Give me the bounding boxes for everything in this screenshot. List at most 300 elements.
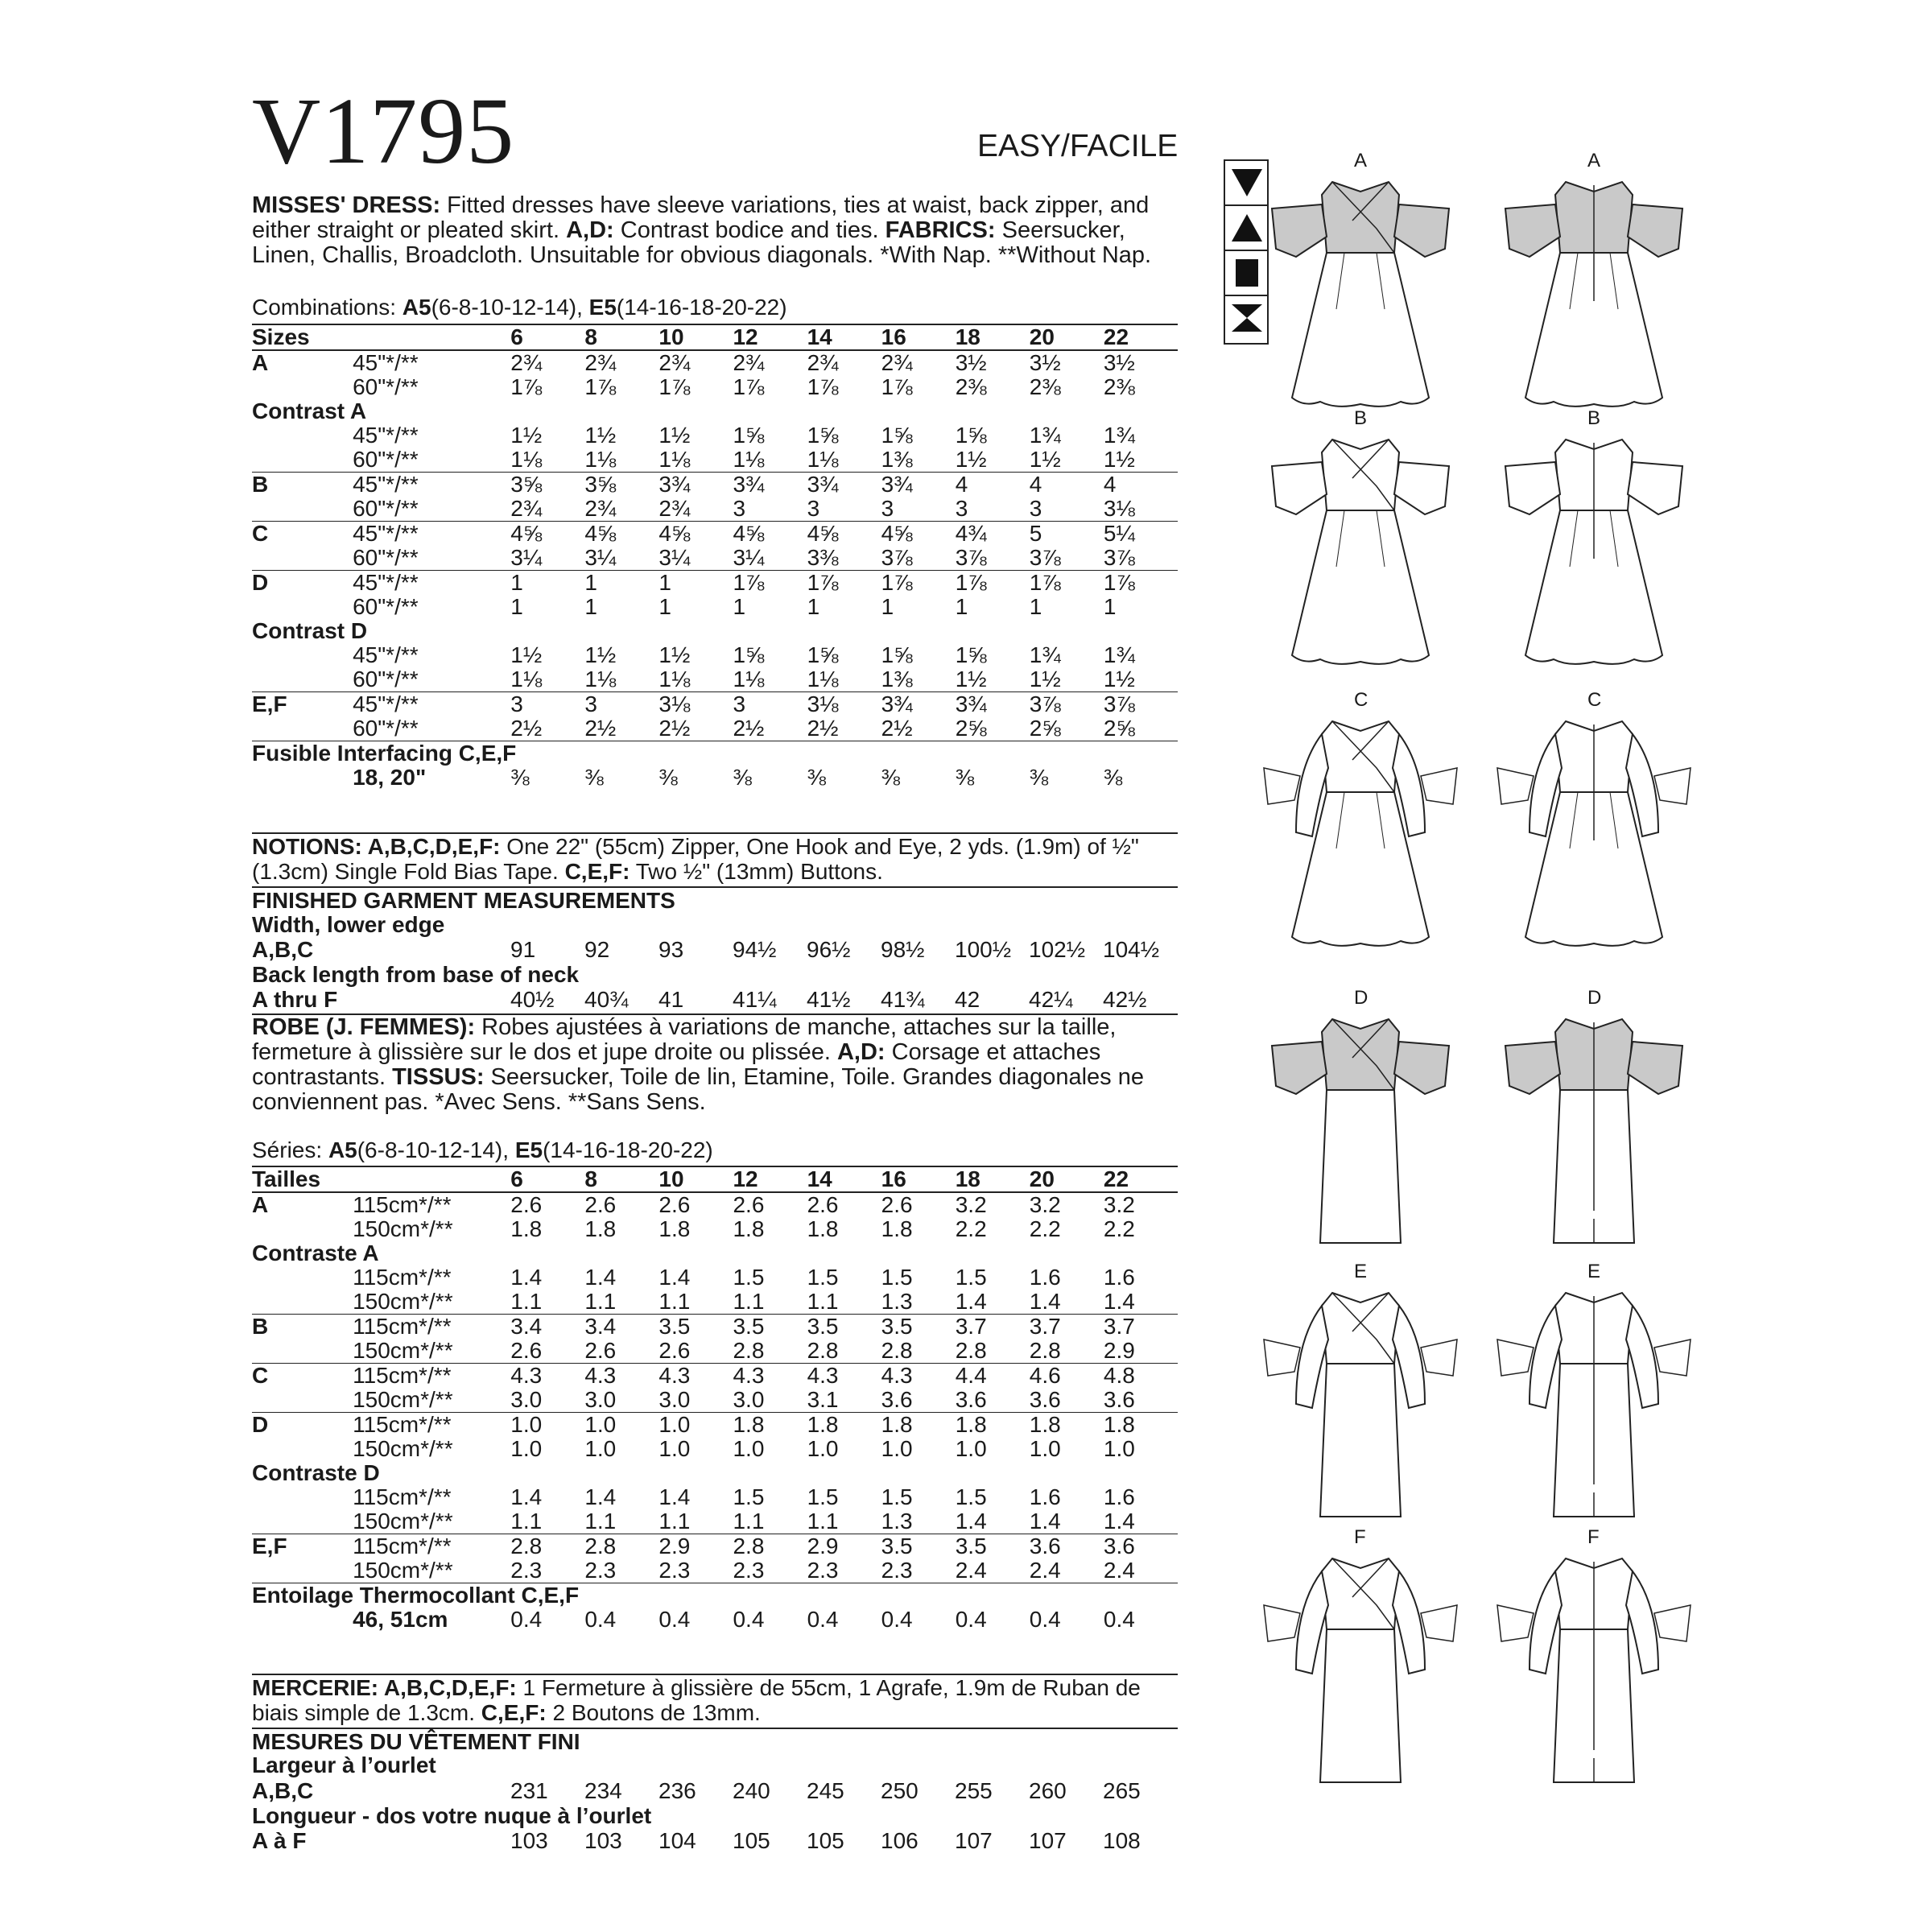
- yardage-cell: 1⅞: [510, 374, 543, 399]
- yardage-cell: 3.2: [1030, 1192, 1104, 1217]
- yardage-cell: 2.8: [1029, 1338, 1061, 1363]
- yardage-cell: 1½: [955, 667, 987, 691]
- yardage-cell: 2.2: [1029, 1216, 1061, 1241]
- size-column-header: 20: [1030, 324, 1104, 350]
- view-label-row: Contraste D: [252, 1460, 380, 1485]
- yardage-cell: 1.0: [584, 1436, 617, 1461]
- yardage-cell: 3⅞: [1103, 545, 1135, 570]
- yardage-cell: 0.4: [1103, 1607, 1135, 1632]
- yardage-cell: 1⅛: [584, 667, 617, 691]
- size-column-header: 14: [807, 324, 881, 350]
- yardage-cell: 2½: [658, 716, 691, 741]
- yardage-cell: 1⅝: [807, 642, 839, 667]
- yardage-cell: 4: [1104, 473, 1178, 497]
- yardage-cell: 2.4: [955, 1558, 987, 1583]
- measurement-value: 93: [658, 937, 684, 962]
- yardage-cell: 1.0: [1103, 1436, 1135, 1461]
- yardage-cell: 1.8: [733, 1413, 807, 1438]
- yardage-cell: ⅜: [584, 765, 604, 790]
- yardage-cell: 1⅛: [807, 447, 839, 472]
- yardage-cell: 1.0: [510, 1436, 543, 1461]
- yardage-cell: 3⅝: [510, 473, 584, 497]
- measurement-label: A à F: [252, 1828, 307, 1853]
- yardage-cell: 2⅝: [955, 716, 987, 741]
- size-column-header: 18: [956, 1166, 1030, 1192]
- yardage-cell: 1½: [1103, 667, 1135, 691]
- yardage-cell: 1⅛: [807, 667, 839, 691]
- yardage-cell: 1⅝: [881, 423, 913, 448]
- yardage-cell: 1.4: [1103, 1289, 1135, 1314]
- yardage-cell: 3⅛: [658, 692, 733, 717]
- yardage-cell: 1.8: [807, 1413, 881, 1438]
- yardage-cell: 0.4: [807, 1607, 839, 1632]
- view-letter: A: [1587, 150, 1601, 171]
- size-column-header: 6: [510, 324, 584, 350]
- measurement-value: 91: [510, 937, 536, 962]
- yardage-cell: 2⅜: [1103, 374, 1135, 399]
- yardage-cell: 2.3: [733, 1558, 765, 1583]
- yardage-cell: 1⅜: [881, 667, 913, 691]
- yardage-cell: 4.3: [584, 1364, 658, 1389]
- yardage-cell: 3.2: [956, 1192, 1030, 1217]
- view-letter: B: [1354, 407, 1368, 429]
- table-row: B 115cm*/** 3.4 3.4 3.5 3.5 3.5 3.5 3.7 3.7 3.7: [252, 1315, 1178, 1340]
- yardage-cell: 3: [1029, 496, 1042, 521]
- yardage-cell: 1⅞: [881, 571, 956, 596]
- sizes-header: Sizes: [252, 324, 353, 350]
- yardage-cell: 3.6: [1030, 1534, 1104, 1559]
- yardage-cell: 3.6: [955, 1387, 987, 1412]
- yardage-cell: 2¾: [881, 350, 956, 375]
- yardage-cell: 1.0: [510, 1413, 584, 1438]
- yardage-cell: 3¼: [733, 545, 765, 570]
- yardage-cell: 3.7: [1104, 1315, 1178, 1340]
- measurement-value: 96½: [807, 937, 851, 962]
- yardage-cell: 1⅝: [955, 642, 987, 667]
- yardage-cell: 2.8: [584, 1534, 658, 1559]
- table-row: 150cm*/** 1.1 1.1 1.1 1.1 1.1 1.3 1.4 1.4 1.4: [252, 1509, 1178, 1534]
- yardage-cell: 1: [1029, 594, 1042, 619]
- size-column-header: 12: [733, 324, 807, 350]
- yardage-cell: 1⅞: [807, 374, 839, 399]
- yardage-cell: 2¾: [807, 350, 881, 375]
- yardage-cell: 1⅛: [510, 667, 543, 691]
- yardage-cell: 1.8: [658, 1216, 691, 1241]
- measurement-label: A,B,C: [252, 1778, 314, 1803]
- measurement-value: 103: [510, 1828, 548, 1853]
- combinations-fr: Séries: A5(6-8-10-12-14), E5(14-16-18-20-22): [252, 1137, 713, 1162]
- dress-illustration-e-front: [1256, 1283, 1465, 1529]
- table-row: D 115cm*/** 1.0 1.0 1.0 1.8 1.8 1.8 1.8 1.8 1.8: [252, 1413, 1178, 1438]
- yardage-cell: 0.4: [510, 1607, 543, 1632]
- yardage-cell: 3⅜: [807, 545, 839, 570]
- yardage-cell: 3.5: [881, 1315, 956, 1340]
- size-column-header: 22: [1104, 324, 1178, 350]
- measurement-value: 107: [1029, 1828, 1067, 1853]
- yardage-cell: 3.0: [510, 1387, 543, 1412]
- yardage-cell: 1.4: [1029, 1509, 1061, 1534]
- yardage-cell: 1: [733, 594, 746, 619]
- yardage-cell: 1: [881, 594, 894, 619]
- yardage-cell: 3⅞: [955, 545, 987, 570]
- yardage-cell: 1¾: [1029, 423, 1061, 448]
- yardage-cell: 2.3: [881, 1558, 913, 1583]
- yardage-cell: 1⅞: [956, 571, 1030, 596]
- yardage-cell: 1½: [955, 447, 987, 472]
- yardage-cell: 2½: [807, 716, 839, 741]
- size-column-header: 12: [733, 1166, 807, 1192]
- yardage-cell: 1.8: [510, 1216, 543, 1241]
- dress-illustration-e-back: [1489, 1283, 1699, 1529]
- yardage-cell: 1.5: [807, 1484, 839, 1509]
- yardage-cell: 2¾: [733, 350, 807, 375]
- yardage-cell: 1.4: [510, 1265, 543, 1290]
- yardage-cell: 2.3: [807, 1558, 839, 1583]
- yardage-cell: 2½: [733, 716, 765, 741]
- dress-illustration-a-back: [1489, 172, 1699, 418]
- yardage-cell: 4⅝: [881, 522, 956, 547]
- measurement-value: 41¾: [881, 987, 925, 1012]
- yardage-cell: 1.0: [658, 1436, 691, 1461]
- yardage-cell: 2.8: [881, 1338, 913, 1363]
- yardage-cell: 3.0: [658, 1387, 691, 1412]
- yardage-cell: 2.6: [807, 1192, 881, 1217]
- back-length-heading: Back length from base of neck: [252, 962, 580, 987]
- yardage-cell: 1.6: [1029, 1484, 1061, 1509]
- yardage-cell: 1½: [584, 642, 617, 667]
- yardage-cell: 1½: [510, 642, 543, 667]
- yardage-cell: 4⅝: [584, 522, 658, 547]
- interfacing-label-row: Entoilage Thermocollant C,E,F: [252, 1583, 1178, 1608]
- yardage-cell: 1¾: [1103, 642, 1135, 667]
- measurement-value: 98½: [881, 937, 925, 962]
- yardage-cell: 1.0: [807, 1436, 839, 1461]
- yardage-cell: 1⅛: [510, 447, 543, 472]
- yardage-cell: ⅜: [1103, 765, 1123, 790]
- view-letter: D: [1354, 987, 1368, 1009]
- yardage-cell: 2.8: [733, 1338, 765, 1363]
- size-column-header: 10: [658, 1166, 733, 1192]
- yardage-cell: 1.1: [658, 1509, 691, 1534]
- size-column-header: 22: [1104, 1166, 1178, 1192]
- table-row: B 45"*/** 3⅝ 3⅝ 3¾ 3¾ 3¾ 3¾ 4 4 4: [252, 473, 1178, 497]
- yardage-cell: 1: [955, 594, 968, 619]
- difficulty-label: EASY/FACILE: [977, 129, 1179, 163]
- dress-illustration-a-front: [1256, 172, 1465, 418]
- yardage-cell: 1.1: [584, 1289, 617, 1314]
- table-row: 60"*/** 2½ 2½ 2½ 2½ 2½ 2½ 2⅝ 2⅝ 2⅝: [252, 716, 1178, 741]
- notions-en: NOTIONS: A,B,C,D,E,F: One 22" (55cm) Zipper, One Hook and Eye, 2 yds. (1.9m) of ½" (1.3cm) Single Fold Bias Tape. C,E,F: Two ½" (13mm) Buttons.: [252, 832, 1178, 884]
- yardage-cell: 2.6: [881, 1192, 956, 1217]
- yardage-cell: 2¾: [584, 496, 617, 521]
- yardage-cell: 1: [510, 594, 523, 619]
- yardage-cell: 1⅞: [584, 374, 617, 399]
- table-row: 60"*/** 1⅛ 1⅛ 1⅛ 1⅛ 1⅛ 1⅜ 1½ 1½ 1½: [252, 667, 1178, 692]
- yardage-cell: 3¾: [658, 473, 733, 497]
- yardage-cell: 0.4: [733, 1607, 765, 1632]
- yardage-cell: 3¾: [881, 692, 956, 717]
- yardage-cell: 2.3: [584, 1558, 617, 1583]
- table-row: C 45"*/** 4⅝ 4⅝ 4⅝ 4⅝ 4⅝ 4⅝ 4¾ 5 5¼: [252, 522, 1178, 547]
- yardage-cell: 0.4: [584, 1607, 617, 1632]
- yardage-cell: 1.4: [510, 1484, 543, 1509]
- measurement-value: 236: [658, 1778, 696, 1803]
- yardage-cell: 3⅛: [1103, 496, 1135, 521]
- yardage-cell: 2½: [510, 716, 543, 741]
- yardage-cell: 4⅝: [510, 522, 584, 547]
- yardage-cell: 1: [658, 594, 671, 619]
- yardage-cell: 2.6: [658, 1192, 733, 1217]
- yardage-cell: 1.1: [658, 1289, 691, 1314]
- table-row: 18, 20" ⅜ ⅜ ⅜ ⅜ ⅜ ⅜ ⅜ ⅜ ⅜: [252, 766, 1178, 790]
- yardage-cell: ⅜: [1029, 765, 1049, 790]
- measurement-value: 100½: [955, 937, 1012, 962]
- back-length-heading-fr: Longueur - dos votre nuque à l’ourlet: [252, 1803, 652, 1828]
- measurement-value: 245: [807, 1778, 844, 1803]
- yardage-cell: 3½: [1104, 350, 1178, 375]
- yardage-cell: 1⅛: [658, 447, 691, 472]
- yardage-cell: 1⅞: [1030, 571, 1104, 596]
- yardage-cell: 1½: [658, 642, 691, 667]
- yardage-cell: 1⅛: [658, 667, 691, 691]
- yardage-cell: 1.4: [658, 1484, 691, 1509]
- yardage-cell: 3: [807, 496, 820, 521]
- size-column-header: 8: [584, 324, 658, 350]
- yardage-cell: 1: [807, 594, 820, 619]
- yardage-cell: 2⅜: [1029, 374, 1061, 399]
- size-column-header: 16: [881, 1166, 956, 1192]
- yardage-cell: 4.3: [510, 1364, 584, 1389]
- yardage-cell: 1: [658, 571, 733, 596]
- yardage-cell: 1½: [1029, 667, 1061, 691]
- yardage-cell: 2.2: [1103, 1216, 1135, 1241]
- measurement-value: 41: [658, 987, 684, 1012]
- yardage-cell: 1½: [658, 423, 691, 448]
- yardage-cell: 1.1: [510, 1289, 543, 1314]
- measurement-value: 265: [1103, 1778, 1141, 1803]
- yardage-cell: 3¾: [807, 473, 881, 497]
- yardage-cell: 2⅝: [1029, 716, 1061, 741]
- yardage-cell: 3.6: [1104, 1534, 1178, 1559]
- yardage-cell: 1½: [510, 423, 543, 448]
- yardage-cell: 1.6: [1103, 1265, 1135, 1290]
- yardage-cell: 2.3: [658, 1558, 691, 1583]
- yardage-cell: 1½: [1103, 447, 1135, 472]
- yardage-cell: 3¼: [510, 545, 543, 570]
- yardage-cell: 4.4: [956, 1364, 1030, 1389]
- yardage-cell: 1.1: [733, 1289, 765, 1314]
- measurement-label: A thru F: [252, 987, 338, 1012]
- combinations-en: Combinations: A5(6-8-10-12-14), E5(14-16-18-20-22): [252, 295, 787, 320]
- yardage-cell: 1⅝: [733, 642, 765, 667]
- yardage-cell: 3.5: [658, 1315, 733, 1340]
- yardage-cell: 3.6: [1103, 1387, 1135, 1412]
- yardage-cell: 1⅞: [733, 571, 807, 596]
- measurement-value: 42: [955, 987, 980, 1012]
- yardage-cell: 2½: [881, 716, 913, 741]
- measurement-value: 105: [807, 1828, 844, 1853]
- yardage-cell: ⅜: [955, 765, 975, 790]
- measurement-value: 40½: [510, 987, 555, 1012]
- yardage-cell: 3.4: [510, 1315, 584, 1340]
- yardage-cell: 2¾: [510, 350, 584, 375]
- measurement-value: 240: [733, 1778, 770, 1803]
- dress-illustration-d-front: [1256, 1009, 1465, 1255]
- yardage-cell: 3⅛: [807, 692, 881, 717]
- yardage-cell: 3¾: [881, 473, 956, 497]
- yardage-cell: 3.0: [584, 1387, 617, 1412]
- yardage-cell: 1: [510, 571, 584, 596]
- yardage-cell: 1.0: [658, 1413, 733, 1438]
- view-label-row: Contrast A: [252, 398, 367, 423]
- view-letter: C: [1587, 689, 1602, 711]
- yardage-cell: 3.5: [881, 1534, 956, 1559]
- yardage-cell: 3¼: [658, 545, 691, 570]
- yardage-cell: 1½: [584, 423, 617, 448]
- yardage-cell: 0.4: [955, 1607, 987, 1632]
- yardage-cell: 2.6: [658, 1338, 691, 1363]
- yardage-cell: 3⅞: [1029, 545, 1061, 570]
- yardage-cell: 1⅝: [733, 423, 765, 448]
- yardage-cell: ⅜: [658, 765, 678, 790]
- width-lower-edge-heading: Width, lower edge: [252, 912, 445, 937]
- table-row: 46, 51cm 0.4 0.4 0.4 0.4 0.4 0.4 0.4 0.4 0.4: [252, 1608, 1178, 1632]
- dress-illustration-b-front: [1256, 430, 1465, 675]
- yardage-cell: 1.3: [881, 1509, 913, 1534]
- yardage-cell: 3: [510, 692, 584, 717]
- yardage-cell: 2⅝: [1103, 716, 1135, 741]
- view-letter: C: [1354, 689, 1368, 711]
- yardage-cell: 3½: [1030, 350, 1104, 375]
- dress-illustration-d-back: [1489, 1009, 1699, 1255]
- yardage-cell: 2.9: [658, 1534, 733, 1559]
- yardage-cell: 3¾: [956, 692, 1030, 717]
- yardage-cell: 1.1: [510, 1509, 543, 1534]
- view-label-row: Contraste A: [252, 1241, 379, 1265]
- yardage-cell: 2.6: [510, 1338, 543, 1363]
- notions-fr: MERCERIE: A,B,C,D,E,F: 1 Fermeture à glissière de 55cm, 1 Agrafe, 1.9m de Ruban de biais simple de 1.3cm. C,E,F: 2 Boutons de 13mm.: [252, 1674, 1178, 1725]
- yardage-cell: 1.5: [807, 1265, 839, 1290]
- yardage-cell: 2.9: [1103, 1338, 1135, 1363]
- yardage-table-fr: [252, 1166, 1178, 1632]
- view-letter: A: [1354, 150, 1368, 171]
- yardage-cell: 1.4: [955, 1509, 987, 1534]
- measurement-value: 255: [955, 1778, 993, 1803]
- table-row: A 115cm*/** 2.6 2.6 2.6 2.6 2.6 2.6 3.2 3.2 3.2: [252, 1192, 1178, 1217]
- yardage-cell: 2¾: [584, 350, 658, 375]
- yardage-cell: 4: [1030, 473, 1104, 497]
- yardage-cell: 1⅝: [955, 423, 987, 448]
- yardage-cell: 1.4: [658, 1265, 691, 1290]
- table-row: 60"*/** 1⅞ 1⅞ 1⅞ 1⅞ 1⅞ 1⅞ 2⅜ 2⅜ 2⅜: [252, 375, 1178, 399]
- yardage-cell: 3⅞: [1030, 692, 1104, 717]
- measurement-value: 92: [584, 937, 610, 962]
- measurement-value: 103: [584, 1828, 622, 1853]
- table-row: 60"*/** 1⅛ 1⅛ 1⅛ 1⅛ 1⅛ 1⅜ 1½ 1½ 1½: [252, 448, 1178, 473]
- dress-illustration-b-back: [1489, 430, 1699, 675]
- yardage-cell: 2.6: [510, 1192, 584, 1217]
- yardage-cell: 1.8: [807, 1216, 839, 1241]
- yardage-cell: 1.0: [881, 1436, 913, 1461]
- table-row: 45"*/** 1½ 1½ 1½ 1⅝ 1⅝ 1⅝ 1⅝ 1¾ 1¾: [252, 643, 1178, 667]
- yardage-cell: 4⅝: [658, 522, 733, 547]
- yardage-cell: 3.2: [1104, 1192, 1178, 1217]
- yardage-cell: 1.1: [584, 1509, 617, 1534]
- yardage-cell: 4.3: [733, 1364, 807, 1389]
- yardage-cell: 1.5: [881, 1484, 913, 1509]
- yardage-cell: 1¾: [1029, 642, 1061, 667]
- yardage-cell: 4.3: [881, 1364, 956, 1389]
- yardage-cell: 3⅝: [584, 473, 658, 497]
- yardage-cell: 3¾: [733, 473, 807, 497]
- yardage-cell: 4.8: [1104, 1364, 1178, 1389]
- yardage-cell: 1: [584, 594, 597, 619]
- yardage-cell: 3.0: [733, 1387, 765, 1412]
- view-letter: F: [1587, 1526, 1600, 1548]
- yardage-cell: 2.6: [733, 1192, 807, 1217]
- size-column-header: 10: [658, 324, 733, 350]
- yardage-cell: 1⅞: [1104, 571, 1178, 596]
- view-letter: E: [1354, 1261, 1368, 1282]
- yardage-cell: 1: [1103, 594, 1117, 619]
- view-letter: B: [1587, 407, 1601, 429]
- yardage-cell: 1⅞: [881, 374, 913, 399]
- measurement-label: A,B,C: [252, 937, 314, 962]
- yardage-cell: 1.4: [584, 1484, 617, 1509]
- yardage-cell: ⅜: [733, 765, 752, 790]
- yardage-cell: 3.6: [881, 1387, 913, 1412]
- measurement-value: 108: [1103, 1828, 1141, 1853]
- yardage-cell: 4.3: [807, 1364, 881, 1389]
- yardage-cell: 2¾: [658, 350, 733, 375]
- yardage-cell: 2.9: [807, 1534, 881, 1559]
- measurement-value: 105: [733, 1828, 770, 1853]
- table-row: D 45"*/** 1 1 1 1⅞ 1⅞ 1⅞ 1⅞ 1⅞ 1⅞: [252, 571, 1178, 596]
- view-letter: F: [1354, 1526, 1366, 1548]
- back-length-row-fr: [252, 1828, 1178, 1853]
- yardage-cell: 0.4: [881, 1607, 913, 1632]
- yardage-cell: 3.5: [807, 1315, 881, 1340]
- width-lower-edge-row: [252, 937, 1178, 962]
- yardage-cell: 1⅞: [807, 571, 881, 596]
- yardage-cell: 1¾: [1103, 423, 1135, 448]
- yardage-cell: 2¾: [658, 496, 691, 521]
- table-row: 60"*/** 1 1 1 1 1 1 1 1 1: [252, 595, 1178, 619]
- yardage-cell: 0.4: [1029, 1607, 1061, 1632]
- measurement-value: 234: [584, 1778, 622, 1803]
- yardage-cell: 1.1: [733, 1509, 765, 1534]
- finished-measurements-heading-fr: MESURES DU VÊTEMENT FINI: [252, 1728, 1178, 1754]
- yardage-cell: 4.6: [1030, 1364, 1104, 1389]
- yardage-cell: 3: [733, 496, 746, 521]
- table-row: 115cm*/** 1.4 1.4 1.4 1.5 1.5 1.5 1.5 1.6 1.6: [252, 1485, 1178, 1509]
- yardage-cell: 1.0: [733, 1436, 765, 1461]
- yardage-cell: 2.6: [584, 1192, 658, 1217]
- yardage-cell: 1⅜: [881, 447, 913, 472]
- yardage-cell: 3: [955, 496, 968, 521]
- table-row: 150cm*/** 2.3 2.3 2.3 2.3 2.3 2.3 2.4 2.4 2.4: [252, 1558, 1178, 1583]
- yardage-cell: 1⅞: [658, 374, 691, 399]
- yardage-cell: 1.8: [956, 1413, 1030, 1438]
- dress-illustration-f-back: [1489, 1549, 1699, 1794]
- measurement-value: 41¼: [733, 987, 777, 1012]
- yardage-cell: 2½: [584, 716, 617, 741]
- yardage-cell: ⅜: [510, 765, 530, 790]
- measurement-value: 41½: [807, 987, 851, 1012]
- yardage-cell: 3⅞: [1104, 692, 1178, 717]
- measurement-value: 107: [955, 1828, 993, 1853]
- yardage-cell: 1⅛: [584, 447, 617, 472]
